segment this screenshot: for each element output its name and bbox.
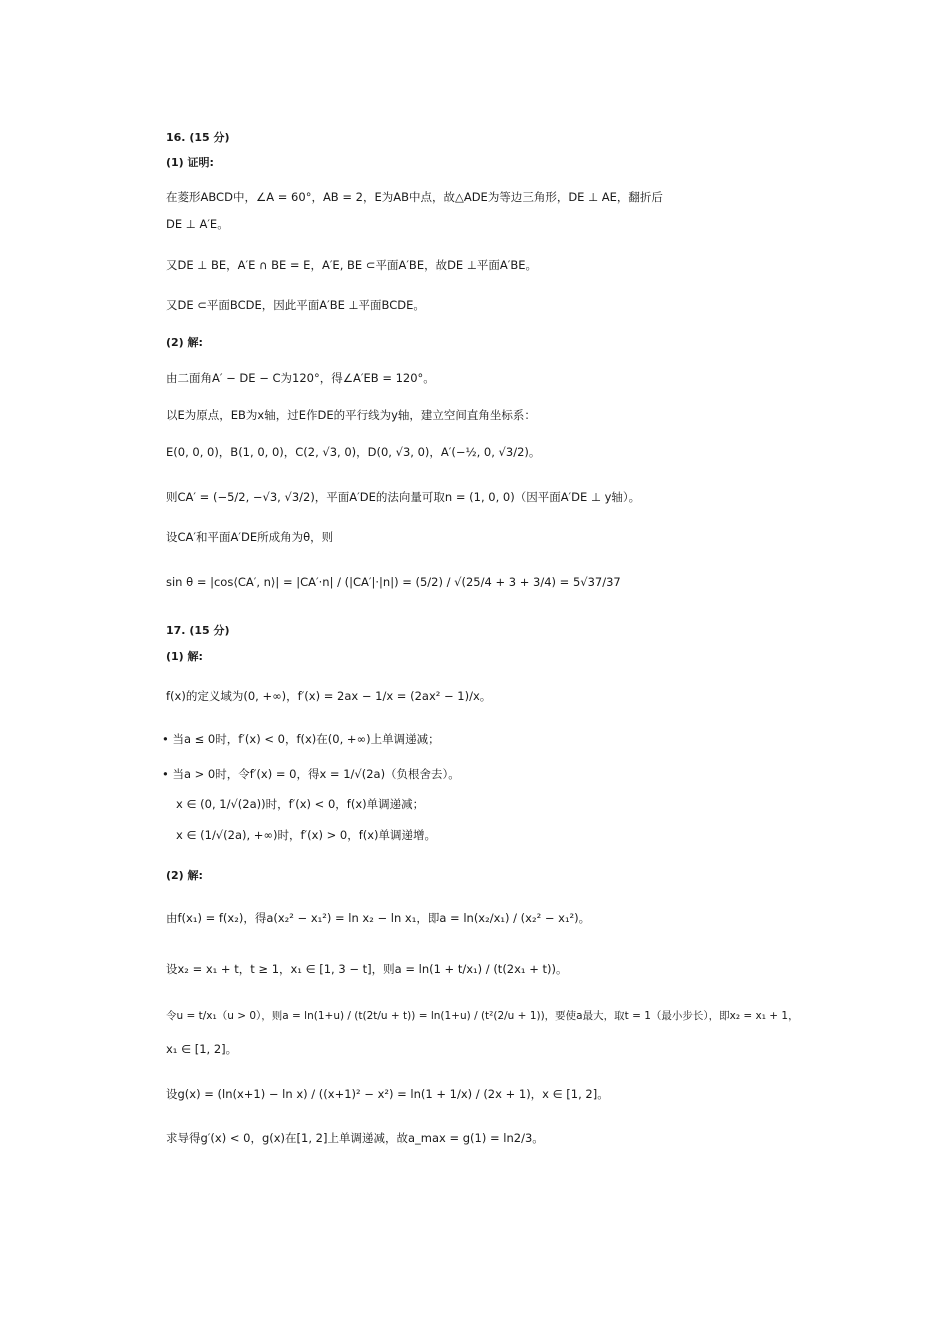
problem-17-p2-line1: 由f(x₁) = f(x₂)，得a(x₂² − x₁²) = ln x₂ − ln x₁，即a = ln(x₂/x₁) / (x₂² − x₁²)。: [166, 911, 591, 925]
problem-17-bullet-1: • 当a ≤ 0时，f′(x) < 0，f(x)在(0, +∞)上单调递减；: [162, 732, 440, 746]
problem-17-p2-line5: 设g(x) = (ln(x+1) − ln x) / ((x+1)² − x²) = ln(1 + 1/x) / (2x + 1)，x ∈ [1, 2]。: [166, 1087, 609, 1101]
problem-17-p1-line1: f(x)的定义域为(0, +∞)，f′(x) = 2ax − 1/x = (2ax² − 1)/x。: [166, 689, 492, 703]
problem-16-p2-line6: sin θ = |cos⟨CA′, n⟩| = |CA′·n| / (|CA′|·|n|) = (5/2) / √(25/4 + 3 + 3/4) = 5√37/37: [166, 575, 621, 589]
problem-16-p2-line5: 设CA′和平面A′DE所成角为θ，则: [166, 530, 334, 544]
problem-17-bullet-2-sub-2: x ∈ (1/√(2a), +∞)时，f′(x) > 0，f(x)单调递增。: [176, 828, 437, 842]
problem-17-heading: 17. (15 分): [166, 624, 230, 637]
problem-17-bullet-2: • 当a > 0时，令f′(x) = 0，得x = 1/√(2a)（负根舍去）。: [162, 767, 460, 781]
problem-16-p2-line3: E(0, 0, 0)，B(1, 0, 0)，C(2, √3, 0)，D(0, √3, 0)，A′(−½, 0, √3/2)。: [166, 445, 541, 459]
problem-16-part1-label: (1) 证明:: [166, 156, 214, 169]
problem-17-p2-line3: 令u = t/x₁（u > 0），则a = ln(1+u) / (t(2t/u + t)) = ln(1+u) / (t²(2/u + 1))，要使a最大，取t = 1（最小步长），即x₂ = x₁ + 1，: [166, 1010, 799, 1022]
problem-16-p2-line4: 则CA′ = (−5/2, −√3, √3/2)，平面A′DE的法向量可取n = (1, 0, 0)（因平面A′DE ⊥ y轴）。: [166, 490, 641, 504]
problem-17-p2-line2: 设x₂ = x₁ + t，t ≥ 1，x₁ ∈ [1, 3 − t]，则a = ln(1 + t/x₁) / (t(2x₁ + t))。: [166, 962, 568, 976]
problem-17-part1-label: (1) 解:: [166, 650, 203, 663]
problem-16-part2-label: (2) 解:: [166, 336, 203, 349]
problem-17-bullet-2-sub-1: x ∈ (0, 1/√(2a))时，f′(x) < 0，f(x)单调递减；: [176, 797, 425, 811]
problem-16-p2-line1: 由二面角A′ − DE − C为120°，得∠A′EB = 120°。: [166, 371, 435, 385]
problem-17-part2-label: (2) 解:: [166, 869, 203, 882]
problem-17-p2-line4: x₁ ∈ [1, 2]。: [166, 1042, 238, 1056]
problem-16-heading: 16. (15 分): [166, 131, 230, 144]
problem-16-p1-line1: 在菱形ABCD中，∠A = 60°，AB = 2，E为AB中点，故△ADE为等边三角形，DE ⊥ AE，翻折后: [166, 190, 663, 204]
problem-16-p1-line4: 又DE ⊂平面BCDE，因此平面A′BE ⊥平面BCDE。: [166, 298, 425, 312]
problem-16-p1-line2: DE ⊥ A′E。: [166, 217, 229, 231]
problem-17-p2-line6: 求导得g′(x) < 0，g(x)在[1, 2]上单调递减，故a_max = g(1) = ln2/3。: [166, 1131, 544, 1145]
problem-16-p1-line3: 又DE ⊥ BE，A′E ∩ BE = E，A′E, BE ⊂平面A′BE，故DE ⊥平面A′BE。: [166, 258, 538, 272]
problem-16-p2-line2: 以E为原点，EB为x轴，过E作DE的平行线为y轴，建立空间直角坐标系：: [166, 408, 536, 422]
